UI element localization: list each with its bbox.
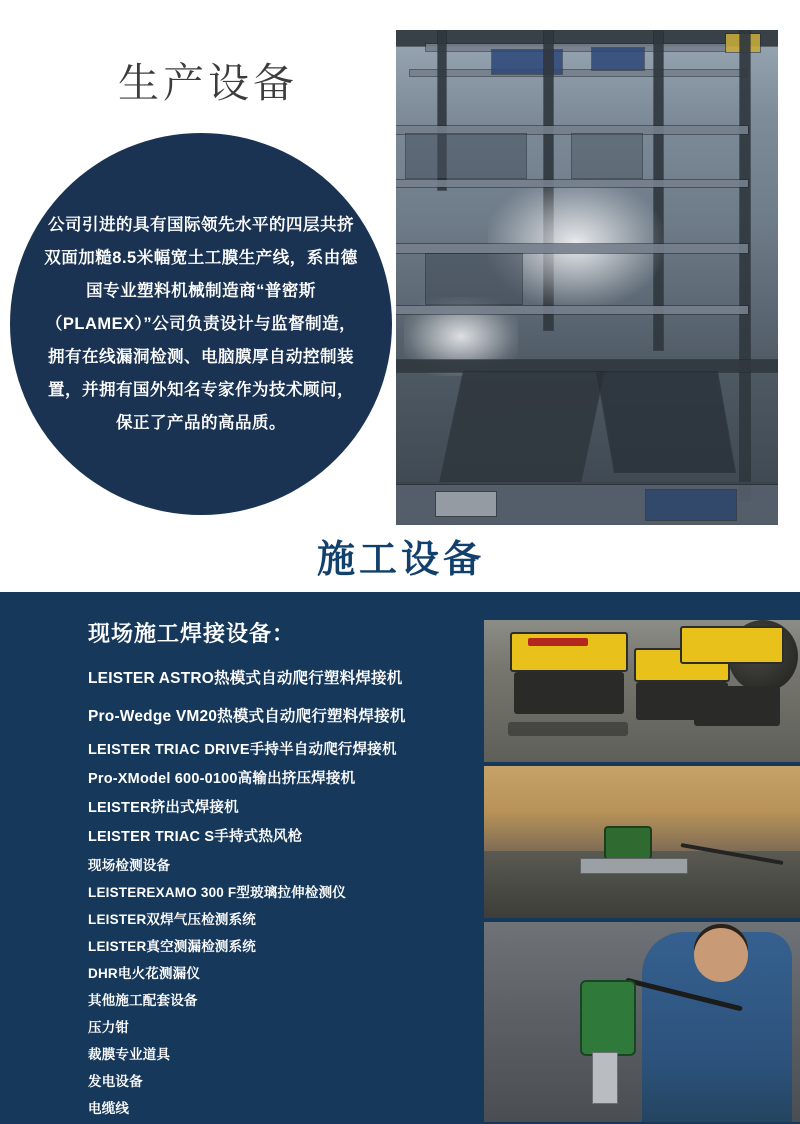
list-item: LEISTEREXAMO 300 F型玻璃拉伸检测仪 bbox=[88, 885, 346, 900]
intro-paragraph: 公司引进的具有国际领先水平的四层共挤双面加糙8.5米幅宽土工膜生产线，系由德国专业塑料机械制造商“普密斯（PLAMEX）”公司负责设计与监督制造，拥有在线漏洞检测、电脑膜厚自动控制装置，并拥有国外知名专家作为技术顾问，保正了产品的高品质。 bbox=[44, 215, 358, 432]
field-testing-device-photo bbox=[484, 766, 800, 918]
welding-machines-photo bbox=[484, 620, 800, 762]
list-item: LEISTER真空测漏检测系统 bbox=[88, 939, 257, 954]
list-item: 发电设备 bbox=[88, 1074, 143, 1089]
section-two-title: 施工设备 bbox=[317, 539, 486, 581]
list-item: 压力钳 bbox=[88, 1020, 130, 1035]
photo-column bbox=[484, 620, 800, 1122]
intro-circle bbox=[10, 133, 392, 515]
factory-photo bbox=[396, 30, 778, 525]
list-item: Pro-Wedge VM20热模式自动爬行塑料焊接机 bbox=[88, 708, 406, 725]
list-item: Pro-XModel 600-0100高输出挤压焊接机 bbox=[88, 771, 356, 787]
list-item: DHR电火花测漏仪 bbox=[88, 966, 201, 981]
list-item: LEISTER ASTRO热模式自动爬行塑料焊接机 bbox=[88, 670, 403, 687]
list-heading: 现场施工焊接设备： bbox=[88, 621, 296, 646]
construction-equipment-section bbox=[0, 592, 800, 1124]
worker-extrusion-welder-photo bbox=[484, 922, 800, 1122]
page-title: 生产设备 bbox=[118, 60, 298, 106]
list-item: LEISTER挤出式焊接机 bbox=[88, 800, 239, 816]
equipment-list bbox=[88, 660, 458, 1122]
list-item: 电缆线 bbox=[88, 1101, 130, 1116]
list-item: LEISTER双焊气压检测系统 bbox=[88, 912, 257, 927]
list-item: 裁膜专业道具 bbox=[88, 1047, 171, 1062]
list-item: 其他施工配套设备 bbox=[88, 993, 198, 1008]
list-item: LEISTER TRIAC S手持式热风枪 bbox=[88, 829, 303, 845]
list-item: 现场检测设备 bbox=[88, 858, 171, 873]
list-item: LEISTER TRIAC DRIVE手持半自动爬行焊接机 bbox=[88, 742, 397, 758]
